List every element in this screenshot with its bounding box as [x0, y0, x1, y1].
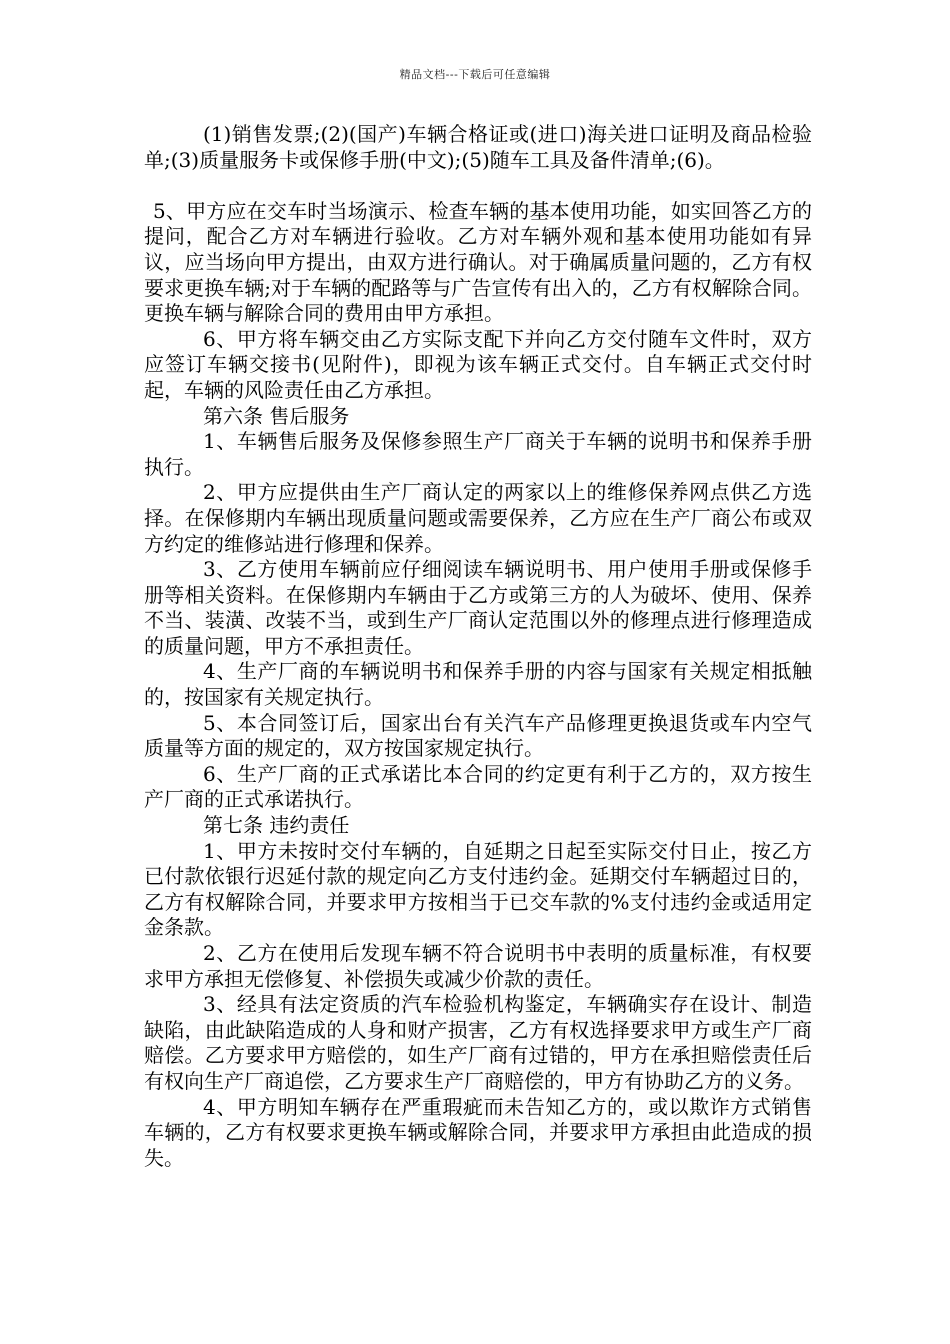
paragraph-after-sales-5: 5、本合同签订后，国家出台有关汽车产品修理更换退货或车内空气质量等方面的规定的，双方按国家规定执行。	[144, 710, 812, 761]
paragraph-liability-4: 4、甲方明知车辆存在严重瑕疵而未告知乙方的，或以欺诈方式销售车辆的，乙方有权要求更换车辆或解除合同，并要求甲方承担由此造成的损失。	[144, 1094, 812, 1170]
section-title-article-6: 第六条 售后服务	[203, 403, 350, 428]
paragraph-liability-2: 2、乙方在使用后发现车辆不符合说明书中表明的质量标准，有权要求甲方承担无偿修复、补偿损失或减少价款的责任。	[144, 941, 812, 991]
paragraph-liability-3: 3、经具有法定资质的汽车检验机构鉴定，车辆确实存在设计、制造缺陷，由此缺陷造成的人身和财产损害，乙方有权选择要求甲方或生产厂商赔偿。乙方要求甲方赔偿的，如生产厂商有过错的，甲方在承担赔偿责任后有权向生产厂商追偿，乙方要求生产厂商赔偿的，甲方有协助乙方的义务。	[144, 992, 812, 1093]
paragraph-after-sales-3: 3、乙方使用车辆前应仔细阅读车辆说明书、用户使用手册或保修手册等相关资料。在保修期内车辆由于乙方或第三方的人为破坏、使用、保养不当、装潢、改装不当，或到生产厂商认定范围以外的修理点进行修理造成的质量问题，甲方不承担责任。	[144, 557, 812, 658]
paragraph-after-sales-4: 4、生产厂商的车辆说明书和保养手册的内容与国家有关规定相抵触的，按国家有关规定执行。	[144, 659, 812, 710]
section-title-article-7: 第七条 违约责任	[203, 813, 350, 838]
paragraph-clause-5: 5、甲方应在交车时当场演示、检查车辆的基本使用功能，如实回答乙方的提问，配合乙方对车辆进行验收。乙方对车辆外观和基本使用功能如有异议，应当场向甲方提出，由双方进行确认。对于确属质量问题的，乙方有权要求更换车辆;对于车辆的配路等与广告宣传有出入的，乙方有权解除合同。更换车辆与解除合同的费用由甲方承担。	[144, 198, 812, 326]
blank-line	[144, 173, 812, 199]
paragraph-clause-6: 6、甲方将车辆交由乙方实际支配下并向乙方交付随车文件时，双方应签订车辆交接书(见附件)，即视为该车辆正式交付。自车辆正式交付时起，车辆的风险责任由乙方承担。	[144, 326, 812, 402]
paragraph-after-sales-1: 1、车辆售后服务及保修参照生产厂商关于车辆的说明书和保养手册执行。	[144, 429, 812, 479]
paragraph-liability-1: 1、甲方未按时交付车辆的，自延期之日起至实际交付日止，按乙方已付款依银行迟延付款的规定向乙方支付违约金。延期交付车辆超过日的，乙方有权解除合同，并要求甲方按相当于已交车款的%支付违约金或适用定金条款。	[144, 838, 812, 940]
page-header: 精品文档---下载后可任意编辑	[399, 68, 551, 81]
paragraph-after-sales-6: 6、生产厂商的正式承诺比本合同的约定更有利于乙方的，双方按生产厂商的正式承诺执行。	[144, 761, 812, 812]
paragraph-documents-list: (1)销售发票;(2)(国产)车辆合格证或(进口)海关进口证明及商品检验单;(3)质量服务卡或保修手册(中文);(5)随车工具及备件清单;(6)。	[144, 122, 812, 172]
paragraph-after-sales-2: 2、甲方应提供由生产厂商认定的两家以上的维修保养网点供乙方选择。在保修期内车辆出现质量问题或需要保养，乙方应在生产厂商公布或双方约定的维修站进行修理和保养。	[144, 480, 812, 556]
document-body	[144, 122, 812, 1171]
